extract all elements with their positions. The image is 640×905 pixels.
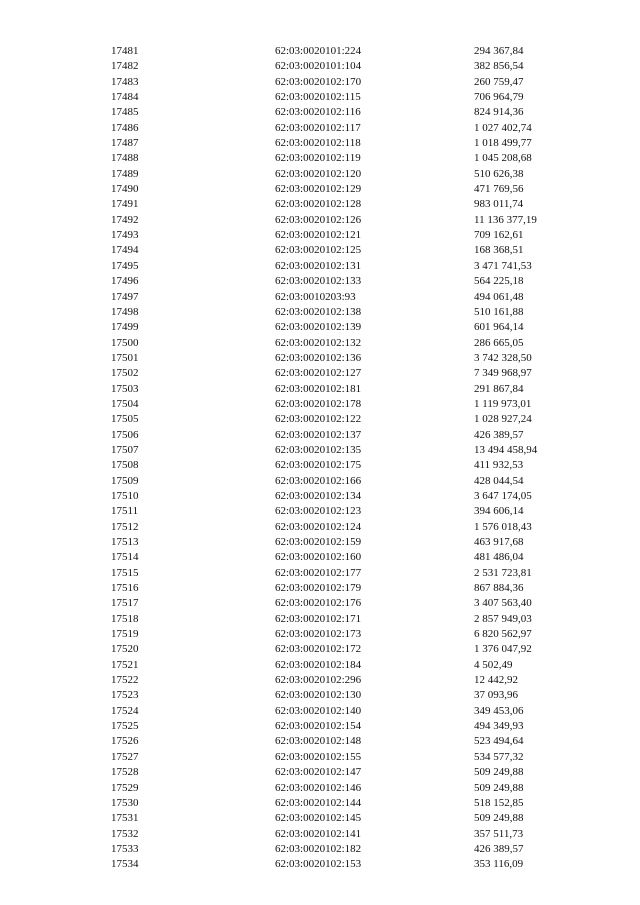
row-number: 17503 — [111, 382, 139, 395]
cadastral-value: 3 647 174,05 — [474, 489, 532, 502]
cadastral-value: 1 576 018,43 — [474, 520, 532, 533]
table-row — [111, 842, 571, 857]
row-number: 17521 — [111, 658, 139, 671]
cadastral-value: 382 856,54 — [474, 60, 524, 73]
cadastral-number: 62:03:0020102:172 — [275, 643, 362, 656]
cadastral-number: 62:03:0020102:121 — [275, 229, 362, 242]
row-number: 17497 — [111, 290, 139, 303]
cadastral-number: 62:03:0020102:160 — [275, 551, 362, 564]
row-number: 17511 — [111, 505, 139, 518]
row-number: 17507 — [111, 443, 139, 456]
table-row — [111, 765, 571, 780]
row-number: 17522 — [111, 674, 139, 687]
cadastral-number: 62:03:0020102:115 — [275, 91, 361, 104]
cadastral-number: 62:03:0020102:122 — [275, 413, 362, 426]
cadastral-number: 62:03:0020102:155 — [275, 750, 362, 763]
cadastral-number: 62:03:0020102:145 — [275, 812, 362, 825]
row-number: 17515 — [111, 566, 139, 579]
table-row — [111, 489, 571, 504]
cadastral-value: 518 152,85 — [474, 796, 524, 809]
cadastral-value: 509 249,88 — [474, 812, 524, 825]
row-number: 17487 — [111, 137, 139, 150]
cadastral-value: 534 577,32 — [474, 750, 524, 763]
cadastral-number: 62:03:0020102:137 — [275, 428, 362, 441]
table-row — [111, 243, 571, 258]
row-number: 17519 — [111, 628, 139, 641]
cadastral-value: 510 626,38 — [474, 167, 524, 180]
table-body — [111, 44, 571, 873]
row-number: 17508 — [111, 459, 139, 472]
cadastral-value: 426 389,57 — [474, 428, 524, 441]
row-number: 17496 — [111, 275, 139, 288]
cadastral-number: 62:03:0020102:181 — [275, 382, 362, 395]
cadastral-value: 523 494,64 — [474, 735, 524, 748]
table-row — [111, 719, 571, 734]
table-row — [111, 228, 571, 243]
table-row — [111, 658, 571, 673]
cadastral-number: 62:03:0020102:134 — [275, 489, 362, 502]
cadastral-value: 168 368,51 — [474, 244, 524, 257]
row-number: 17506 — [111, 428, 139, 441]
cadastral-value: 13 494 458,94 — [474, 443, 538, 456]
table-row — [111, 734, 571, 749]
cadastral-value: 3 742 328,50 — [474, 351, 532, 364]
table-row — [111, 688, 571, 703]
row-number: 17532 — [111, 827, 139, 840]
cadastral-value: 709 162,61 — [474, 229, 524, 242]
table-row — [111, 796, 571, 811]
table-row — [111, 642, 571, 657]
cadastral-number: 62:03:0020102:146 — [275, 781, 362, 794]
cadastral-value: 428 044,54 — [474, 474, 524, 487]
cadastral-number: 62:03:0020102:153 — [275, 858, 362, 871]
row-number: 17529 — [111, 781, 139, 794]
cadastral-value: 3 471 741,53 — [474, 259, 532, 272]
cadastral-number: 62:03:0020102:133 — [275, 275, 362, 288]
table-row — [111, 827, 571, 842]
cadastral-number: 62:03:0020102:170 — [275, 75, 362, 88]
cadastral-value: 1 119 973,01 — [474, 397, 532, 410]
row-number: 17504 — [111, 397, 139, 410]
table-row — [111, 857, 571, 872]
table-row — [111, 90, 571, 105]
table-row — [111, 673, 571, 688]
cadastral-number: 62:03:0020102:119 — [275, 152, 361, 165]
table-row — [111, 504, 571, 519]
cadastral-number: 62:03:0020102:116 — [275, 106, 361, 119]
cadastral-value: 494 061,48 — [474, 290, 524, 303]
cadastral-number: 62:03:0020102:147 — [275, 766, 362, 779]
row-number: 17533 — [111, 842, 139, 855]
table-row — [111, 750, 571, 765]
row-number: 17488 — [111, 152, 139, 165]
row-number: 17528 — [111, 766, 139, 779]
row-number: 17489 — [111, 167, 139, 180]
table-row — [111, 627, 571, 642]
row-number: 17493 — [111, 229, 139, 242]
cadastral-value: 510 161,88 — [474, 305, 524, 318]
cadastral-value: 6 820 562,97 — [474, 628, 532, 641]
table-row — [111, 105, 571, 120]
cadastral-value: 294 367,84 — [474, 45, 524, 57]
cadastral-value: 509 249,88 — [474, 781, 524, 794]
table-row — [111, 566, 571, 581]
cadastral-number: 62:03:0020102:184 — [275, 658, 362, 671]
table-row — [111, 167, 571, 182]
row-number: 17534 — [111, 858, 139, 871]
cadastral-number: 62:03:0020102:124 — [275, 520, 362, 533]
cadastral-number: 62:03:0020102:138 — [275, 305, 362, 318]
cadastral-number: 62:03:0010203:93 — [275, 290, 356, 303]
cadastral-value: 353 116,09 — [474, 858, 524, 871]
cadastral-value: 1 018 499,77 — [474, 137, 532, 150]
cadastral-value: 706 964,79 — [474, 91, 524, 104]
row-number: 17501 — [111, 351, 139, 364]
table-row — [111, 458, 571, 473]
row-number: 17482 — [111, 60, 139, 73]
table-row — [111, 75, 571, 90]
cadastral-number: 62:03:0020102:141 — [275, 827, 362, 840]
row-number: 17531 — [111, 812, 139, 825]
table-row — [111, 612, 571, 627]
table-row — [111, 550, 571, 565]
table-row — [111, 121, 571, 136]
table-row — [111, 320, 571, 335]
cadastral-value: 260 759,47 — [474, 75, 524, 88]
row-number: 17484 — [111, 91, 139, 104]
cadastral-number: 62:03:0020102:144 — [275, 796, 362, 809]
table-row — [111, 781, 571, 796]
table-row — [111, 596, 571, 611]
cadastral-number: 62:03:0020102:148 — [275, 735, 362, 748]
row-number: 17514 — [111, 551, 139, 564]
cadastral-value: 471 769,56 — [474, 183, 524, 196]
cadastral-number: 62:03:0020102:126 — [275, 213, 362, 226]
cadastral-number: 62:03:0020102:182 — [275, 842, 362, 855]
row-number: 17516 — [111, 582, 139, 595]
cadastral-number: 62:03:0020102:159 — [275, 536, 362, 548]
cadastral-value: 481 486,04 — [474, 551, 524, 564]
cadastral-value: 824 914,36 — [474, 106, 524, 119]
cadastral-number: 62:03:0020102:123 — [275, 505, 362, 518]
table-row — [111, 811, 571, 826]
cadastral-number: 62:03:0020102:176 — [275, 597, 362, 610]
row-number: 17485 — [111, 106, 139, 119]
cadastral-value: 411 932,53 — [474, 459, 524, 472]
table-row — [111, 44, 571, 59]
cadastral-number: 62:03:0020102:127 — [275, 367, 362, 380]
cadastral-value: 867 884,36 — [474, 582, 524, 595]
cadastral-number: 62:03:0020102:178 — [275, 397, 362, 410]
table-row — [111, 213, 571, 228]
cadastral-value: 4 502,49 — [474, 658, 513, 671]
row-number: 17486 — [111, 121, 139, 134]
cadastral-number: 62:03:0020102:296 — [275, 674, 362, 687]
cadastral-number: 62:03:0020101:224 — [275, 45, 362, 57]
row-number: 17513 — [111, 536, 139, 548]
table-row — [111, 197, 571, 212]
cadastral-value-table — [111, 44, 571, 873]
cadastral-number: 62:03:0020102:118 — [275, 137, 361, 150]
cadastral-value: 601 964,14 — [474, 321, 524, 334]
row-number: 17510 — [111, 489, 139, 502]
cadastral-number: 62:03:0020102:129 — [275, 183, 362, 196]
table-row — [111, 382, 571, 397]
table-row — [111, 274, 571, 289]
cadastral-value: 2 857 949,03 — [474, 612, 532, 625]
cadastral-value: 349 453,06 — [474, 704, 524, 717]
cadastral-value: 3 407 563,40 — [474, 597, 532, 610]
cadastral-value: 291 867,84 — [474, 382, 524, 395]
cadastral-number: 62:03:0020101:104 — [275, 60, 362, 73]
table-row — [111, 59, 571, 74]
cadastral-number: 62:03:0020102:179 — [275, 582, 362, 595]
cadastral-number: 62:03:0020102:154 — [275, 720, 362, 733]
table-row — [111, 290, 571, 305]
table-row — [111, 704, 571, 719]
row-number: 17505 — [111, 413, 139, 426]
cadastral-value: 12 442,92 — [474, 674, 518, 687]
row-number: 17491 — [111, 198, 139, 211]
table-row — [111, 474, 571, 489]
row-number: 17518 — [111, 612, 139, 625]
cadastral-number: 62:03:0020102:120 — [275, 167, 362, 180]
row-number: 17524 — [111, 704, 139, 717]
cadastral-number: 62:03:0020102:117 — [275, 121, 361, 134]
cadastral-value: 11 136 377,19 — [474, 213, 537, 226]
cadastral-value: 7 349 968,97 — [474, 367, 532, 380]
cadastral-value: 2 531 723,81 — [474, 566, 532, 579]
cadastral-number: 62:03:0020102:175 — [275, 459, 362, 472]
row-number: 17483 — [111, 75, 139, 88]
row-number: 17490 — [111, 183, 139, 196]
cadastral-number: 62:03:0020102:131 — [275, 259, 362, 272]
row-number: 17523 — [111, 689, 139, 702]
cadastral-value: 1 045 208,68 — [474, 152, 532, 165]
cadastral-value: 357 511,73 — [474, 827, 524, 840]
table-row — [111, 136, 571, 151]
cadastral-value: 463 917,68 — [474, 536, 524, 548]
cadastral-number: 62:03:0020102:135 — [275, 443, 362, 456]
cadastral-number: 62:03:0020102:177 — [275, 566, 362, 579]
row-number: 17526 — [111, 735, 139, 748]
cadastral-value: 1 027 402,74 — [474, 121, 532, 134]
table-row — [111, 535, 571, 550]
table-row — [111, 520, 571, 535]
table-row — [111, 412, 571, 427]
cadastral-number: 62:03:0020102:171 — [275, 612, 362, 625]
table-row — [111, 366, 571, 381]
row-number: 17512 — [111, 520, 139, 533]
row-number: 17502 — [111, 367, 139, 380]
cadastral-value: 1 376 047,92 — [474, 643, 532, 656]
row-number: 17494 — [111, 244, 139, 257]
cadastral-value: 426 389,57 — [474, 842, 524, 855]
cadastral-number: 62:03:0020102:136 — [275, 351, 362, 364]
row-number: 17520 — [111, 643, 139, 656]
cadastral-number: 62:03:0020102:173 — [275, 628, 362, 641]
table-row — [111, 305, 571, 320]
row-number: 17500 — [111, 336, 139, 349]
table-row — [111, 151, 571, 166]
cadastral-value: 37 093,96 — [474, 689, 518, 702]
cadastral-number: 62:03:0020102:139 — [275, 321, 362, 334]
cadastral-value: 983 011,74 — [474, 198, 524, 211]
table-row — [111, 581, 571, 596]
table-row — [111, 351, 571, 366]
cadastral-number: 62:03:0020102:125 — [275, 244, 362, 257]
cadastral-value: 494 349,93 — [474, 720, 524, 733]
row-number: 17499 — [111, 321, 139, 334]
row-number: 17481 — [111, 45, 139, 57]
cadastral-number: 62:03:0020102:132 — [275, 336, 362, 349]
row-number: 17527 — [111, 750, 139, 763]
cadastral-number: 62:03:0020102:166 — [275, 474, 362, 487]
row-number: 17492 — [111, 213, 139, 226]
row-number: 17525 — [111, 720, 139, 733]
row-number: 17509 — [111, 474, 139, 487]
table-row — [111, 443, 571, 458]
table-row — [111, 336, 571, 351]
row-number: 17517 — [111, 597, 139, 610]
cadastral-value: 1 028 927,24 — [474, 413, 532, 426]
cadastral-value: 509 249,88 — [474, 766, 524, 779]
table-row — [111, 428, 571, 443]
row-number: 17530 — [111, 796, 139, 809]
table-row — [111, 182, 571, 197]
row-number: 17495 — [111, 259, 139, 272]
cadastral-number: 62:03:0020102:140 — [275, 704, 362, 717]
cadastral-number: 62:03:0020102:128 — [275, 198, 362, 211]
cadastral-value: 564 225,18 — [474, 275, 524, 288]
cadastral-number: 62:03:0020102:130 — [275, 689, 362, 702]
row-number: 17498 — [111, 305, 139, 318]
table-row — [111, 397, 571, 412]
table-row — [111, 259, 571, 274]
cadastral-value: 394 606,14 — [474, 505, 524, 518]
cadastral-value: 286 665,05 — [474, 336, 524, 349]
